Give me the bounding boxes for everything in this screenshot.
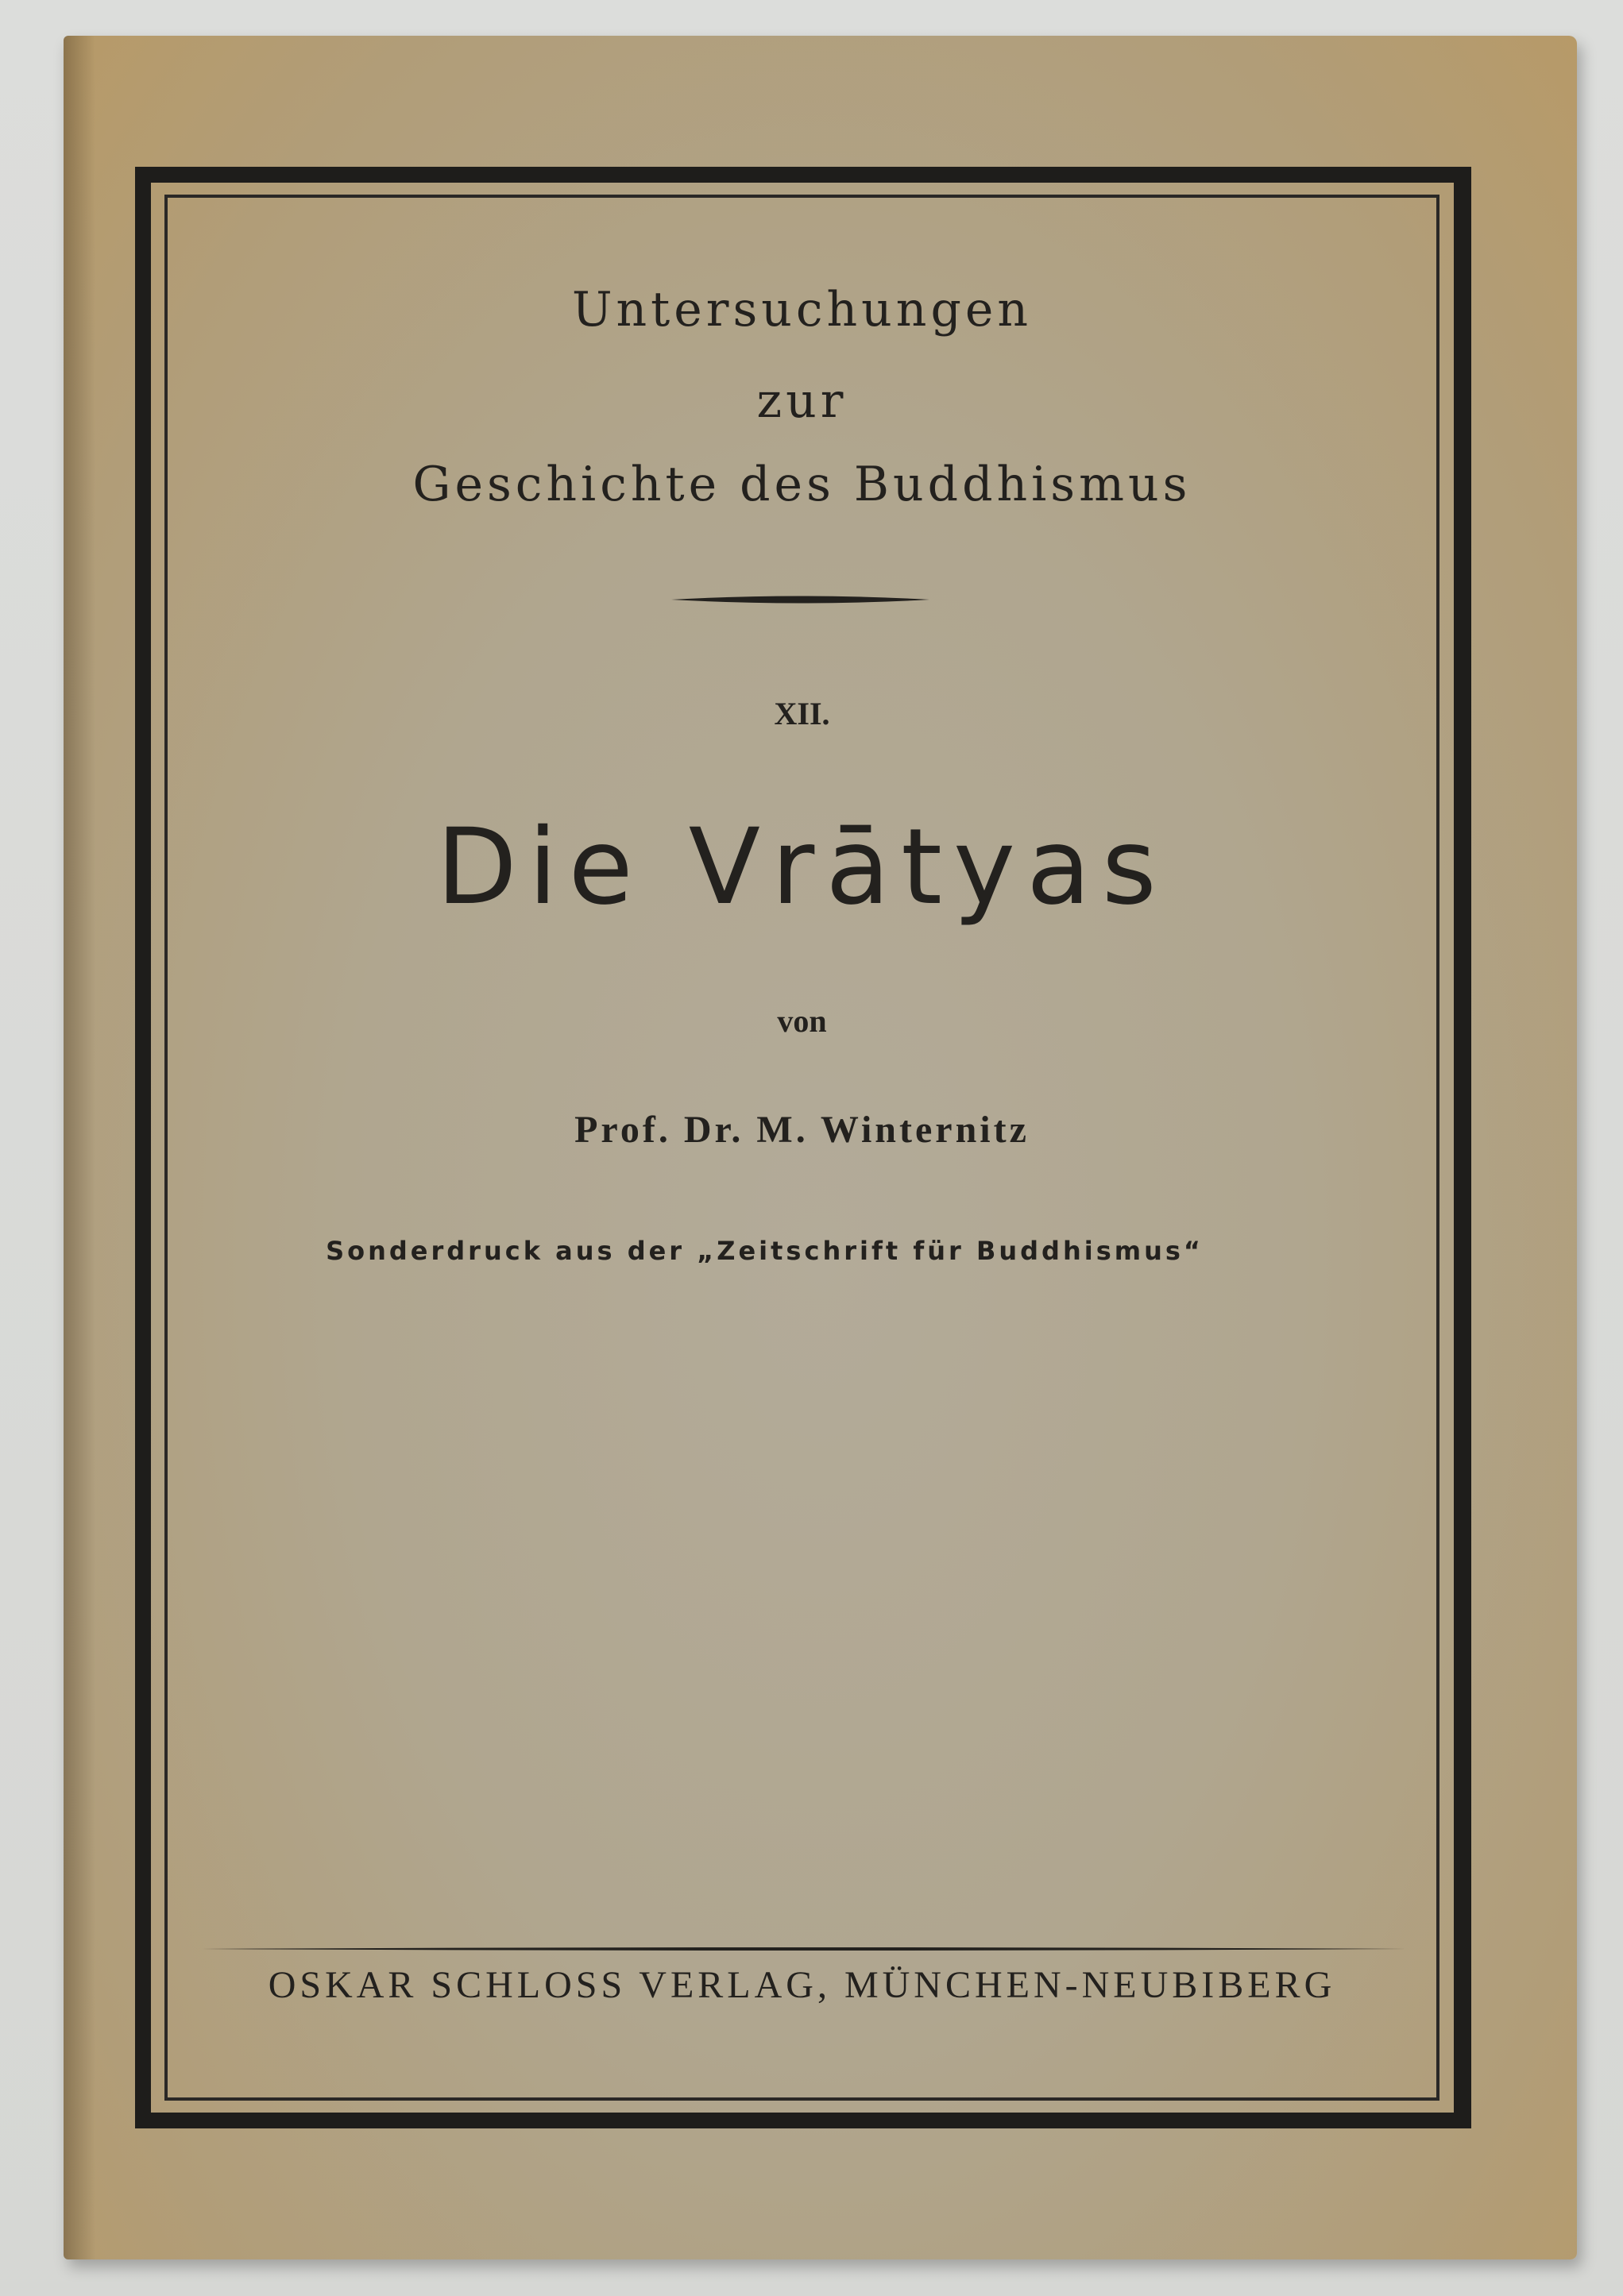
cover-spine-shadow (64, 36, 95, 2259)
byline-von: von (777, 1003, 827, 1039)
ornamental-rule (671, 594, 929, 605)
series-title-line-3: Geschichte des Buddhismus (412, 457, 1192, 512)
series-title-line-2: zur (756, 373, 848, 429)
publisher-rule (199, 1947, 1406, 1951)
volume-number: XII. (774, 696, 830, 731)
author-name: Prof. Dr. M. Winternitz (574, 1109, 1030, 1151)
book-title: Die Vrātyas (436, 806, 1168, 928)
offprint-note: Sonderdruck aus der „Zeitschrift für Buddhismus“ (326, 1236, 1204, 1266)
series-title-line-1: Untersuchungen (571, 282, 1033, 338)
publisher-imprint: OSKAR SCHLOSS VERLAG, MÜNCHEN-NEUBIBERG (268, 1964, 1336, 2006)
